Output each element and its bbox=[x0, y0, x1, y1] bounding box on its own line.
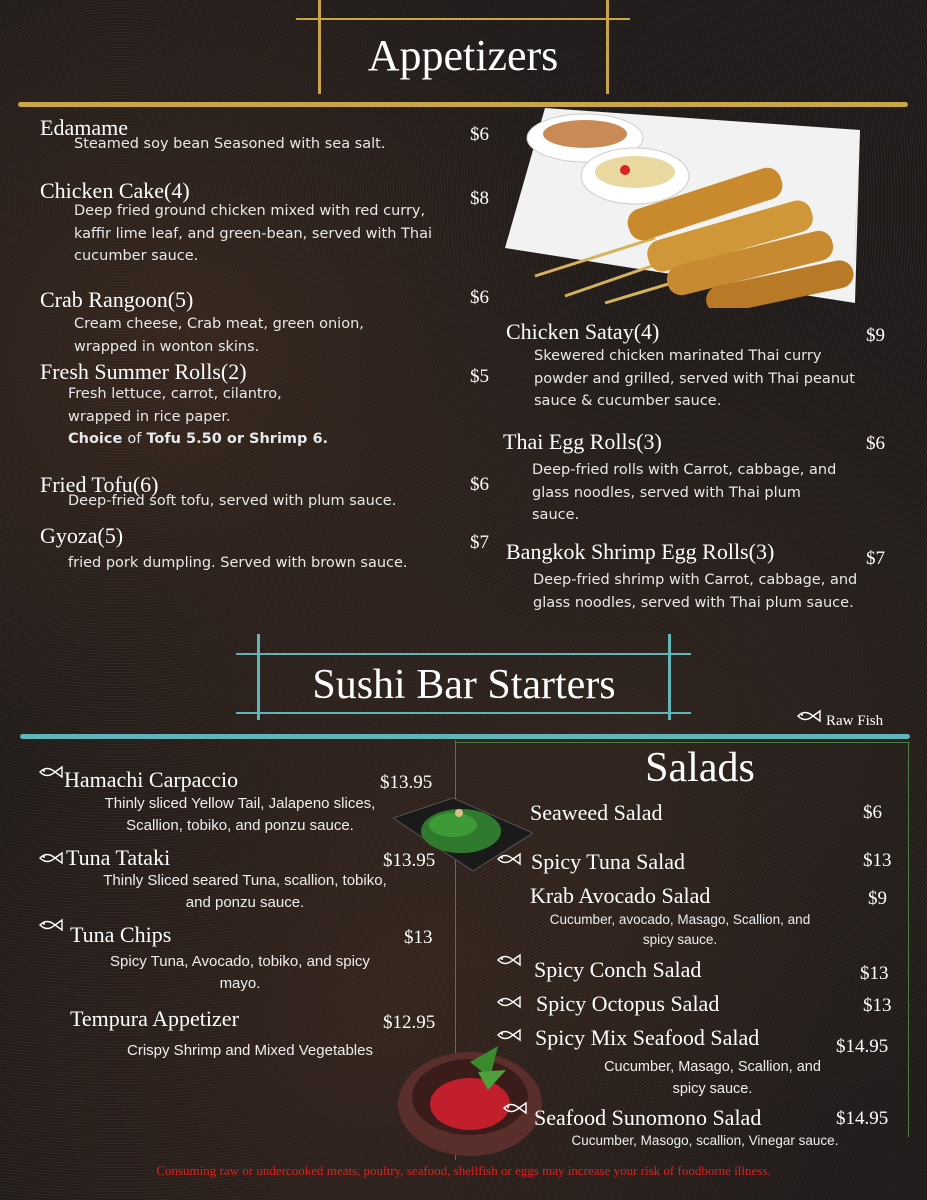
item-name: Spicy Conch Salad bbox=[534, 957, 702, 982]
fish-icon bbox=[496, 852, 522, 866]
fish-icon bbox=[502, 1101, 528, 1115]
item-description: Spicy Tuna, Avocado, tobiko, and spicy mayo. bbox=[110, 953, 370, 992]
fish-icon bbox=[38, 851, 64, 865]
item-price: $14.95 bbox=[836, 1108, 889, 1129]
choice-note bbox=[68, 428, 398, 451]
item-name: Tuna Tataki bbox=[66, 845, 171, 870]
item-price: $9 bbox=[866, 325, 885, 346]
item-name: Spicy Octopus Salad bbox=[536, 991, 720, 1016]
item-name: Edamame bbox=[40, 115, 128, 140]
item-description: fried pork dumpling. Served with brown sauce. bbox=[68, 555, 408, 571]
item-price: $13.95 bbox=[383, 850, 436, 871]
item-price: $6 bbox=[470, 124, 489, 145]
choice-label: Choice bbox=[68, 431, 123, 447]
item-description: Deep-fried shrimp with Carrot, cabbage, and glass noodles, served with Thai plum sauce. bbox=[533, 572, 858, 611]
item-price: $13 bbox=[863, 995, 892, 1016]
section-divider bbox=[20, 734, 910, 739]
item-description: Steamed soy bean Seasoned with sea salt. bbox=[74, 136, 386, 152]
appetizers-title: Appetizers bbox=[367, 31, 559, 80]
item-price: $13 bbox=[404, 927, 433, 948]
fish-icon bbox=[496, 1028, 522, 1042]
item-name: Krab Avocado Salad bbox=[530, 883, 711, 908]
item-description: Thinly Sliced seared Tuna, scallion, tobiko, and ponzu sauce. bbox=[103, 872, 387, 911]
item-name: Spicy Mix Seafood Salad bbox=[535, 1025, 760, 1050]
fish-icon bbox=[496, 953, 522, 967]
item-name: Chicken Cake(4) bbox=[40, 178, 190, 203]
fish-icon bbox=[496, 995, 522, 1009]
item-description: Deep-fried rolls with Carrot, cabbage, and glass noodles, served with Thai plum sauce. bbox=[532, 462, 837, 523]
item-price: $14.95 bbox=[836, 1036, 889, 1057]
sushi-title: Sushi Bar Starters bbox=[312, 662, 616, 708]
item-price: $12.95 bbox=[383, 1012, 436, 1033]
item-price: $6 bbox=[470, 287, 489, 308]
item-name: Bangkok Shrimp Egg Rolls(3) bbox=[506, 539, 775, 564]
item-name: Thai Egg Rolls(3) bbox=[503, 429, 662, 454]
title-frame-line bbox=[257, 634, 260, 720]
item-description: Cucumber, Masogo, scallion, Vinegar sauce. bbox=[571, 1133, 839, 1148]
item-name: Chicken Satay(4) bbox=[506, 319, 660, 344]
item-price: $6 bbox=[866, 433, 885, 454]
item-price: $13.95 bbox=[380, 772, 433, 793]
item-price: $7 bbox=[470, 532, 489, 553]
item-price: $5 bbox=[470, 366, 489, 387]
choice-of: of bbox=[127, 431, 142, 447]
item-name: Tuna Chips bbox=[70, 922, 172, 947]
food-safety-warning: Consuming raw or undercooked meats, poultry, seafood, shellfish or eggs may increase your risk of foodborne illness. bbox=[156, 1163, 771, 1178]
item-description: Cucumber, avocado, Masago, Scallion, and spicy sauce. bbox=[549, 912, 811, 947]
frame-line bbox=[908, 742, 909, 1137]
item-name: Gyoza(5) bbox=[40, 523, 124, 548]
choice-options: Tofu 5.50 or Shrimp 6. bbox=[146, 431, 329, 447]
fish-icon bbox=[38, 765, 64, 779]
fish-icon bbox=[38, 918, 64, 932]
item-description: Cucumber, Masago, Scallion, and spicy sauce. bbox=[604, 1059, 821, 1097]
item-name: Seaweed Salad bbox=[530, 800, 663, 825]
item-name: Crab Rangoon(5) bbox=[40, 287, 194, 312]
item-description: Crispy Shrimp and Mixed Vegetables bbox=[127, 1042, 373, 1059]
item-name: Tempura Appetizer bbox=[70, 1006, 239, 1031]
item-description: Thinly sliced Yellow Tail, Jalapeno slices, Scallion, tobiko, and ponzu sauce. bbox=[104, 795, 376, 834]
item-price: $13 bbox=[863, 850, 892, 871]
section-divider bbox=[18, 102, 908, 107]
item-name: Hamachi Carpaccio bbox=[64, 767, 239, 792]
item-description: Deep fried ground chicken mixed with red curry, kaffir lime leaf, and green-bean, served with Thai cucumber sauce. bbox=[74, 203, 432, 264]
raw-fish-legend: Raw Fish bbox=[826, 713, 884, 729]
item-description: Skewered chicken marinated Thai curry powder and grilled, served with Thai peanut sauce & cucumber sauce. bbox=[534, 348, 855, 409]
chicken-satay-image bbox=[505, 108, 860, 308]
item-price: $9 bbox=[868, 888, 887, 909]
item-price: $7 bbox=[866, 548, 885, 569]
item-description: Cream cheese, Crab meat, green onion, wrapped in wonton skins. bbox=[74, 316, 364, 355]
item-price: $6 bbox=[863, 802, 882, 823]
item-price: $6 bbox=[470, 474, 489, 495]
item-description: Fresh lettuce, carrot, cilantro, wrapped in rice paper. bbox=[68, 386, 282, 425]
item-name: Seafood Sunomono Salad bbox=[534, 1105, 762, 1130]
item-name: Spicy Tuna Salad bbox=[531, 849, 686, 874]
item-price: $8 bbox=[470, 188, 489, 209]
item-price: $13 bbox=[860, 963, 889, 984]
item-name: Fried Tofu(6) bbox=[40, 472, 159, 497]
salads-title: Salads bbox=[645, 745, 755, 791]
fish-icon bbox=[796, 709, 822, 723]
item-description: Deep-fried soft tofu, served with plum sauce. bbox=[68, 493, 397, 509]
title-frame-line bbox=[668, 634, 671, 720]
item-name: Fresh Summer Rolls(2) bbox=[40, 359, 247, 384]
